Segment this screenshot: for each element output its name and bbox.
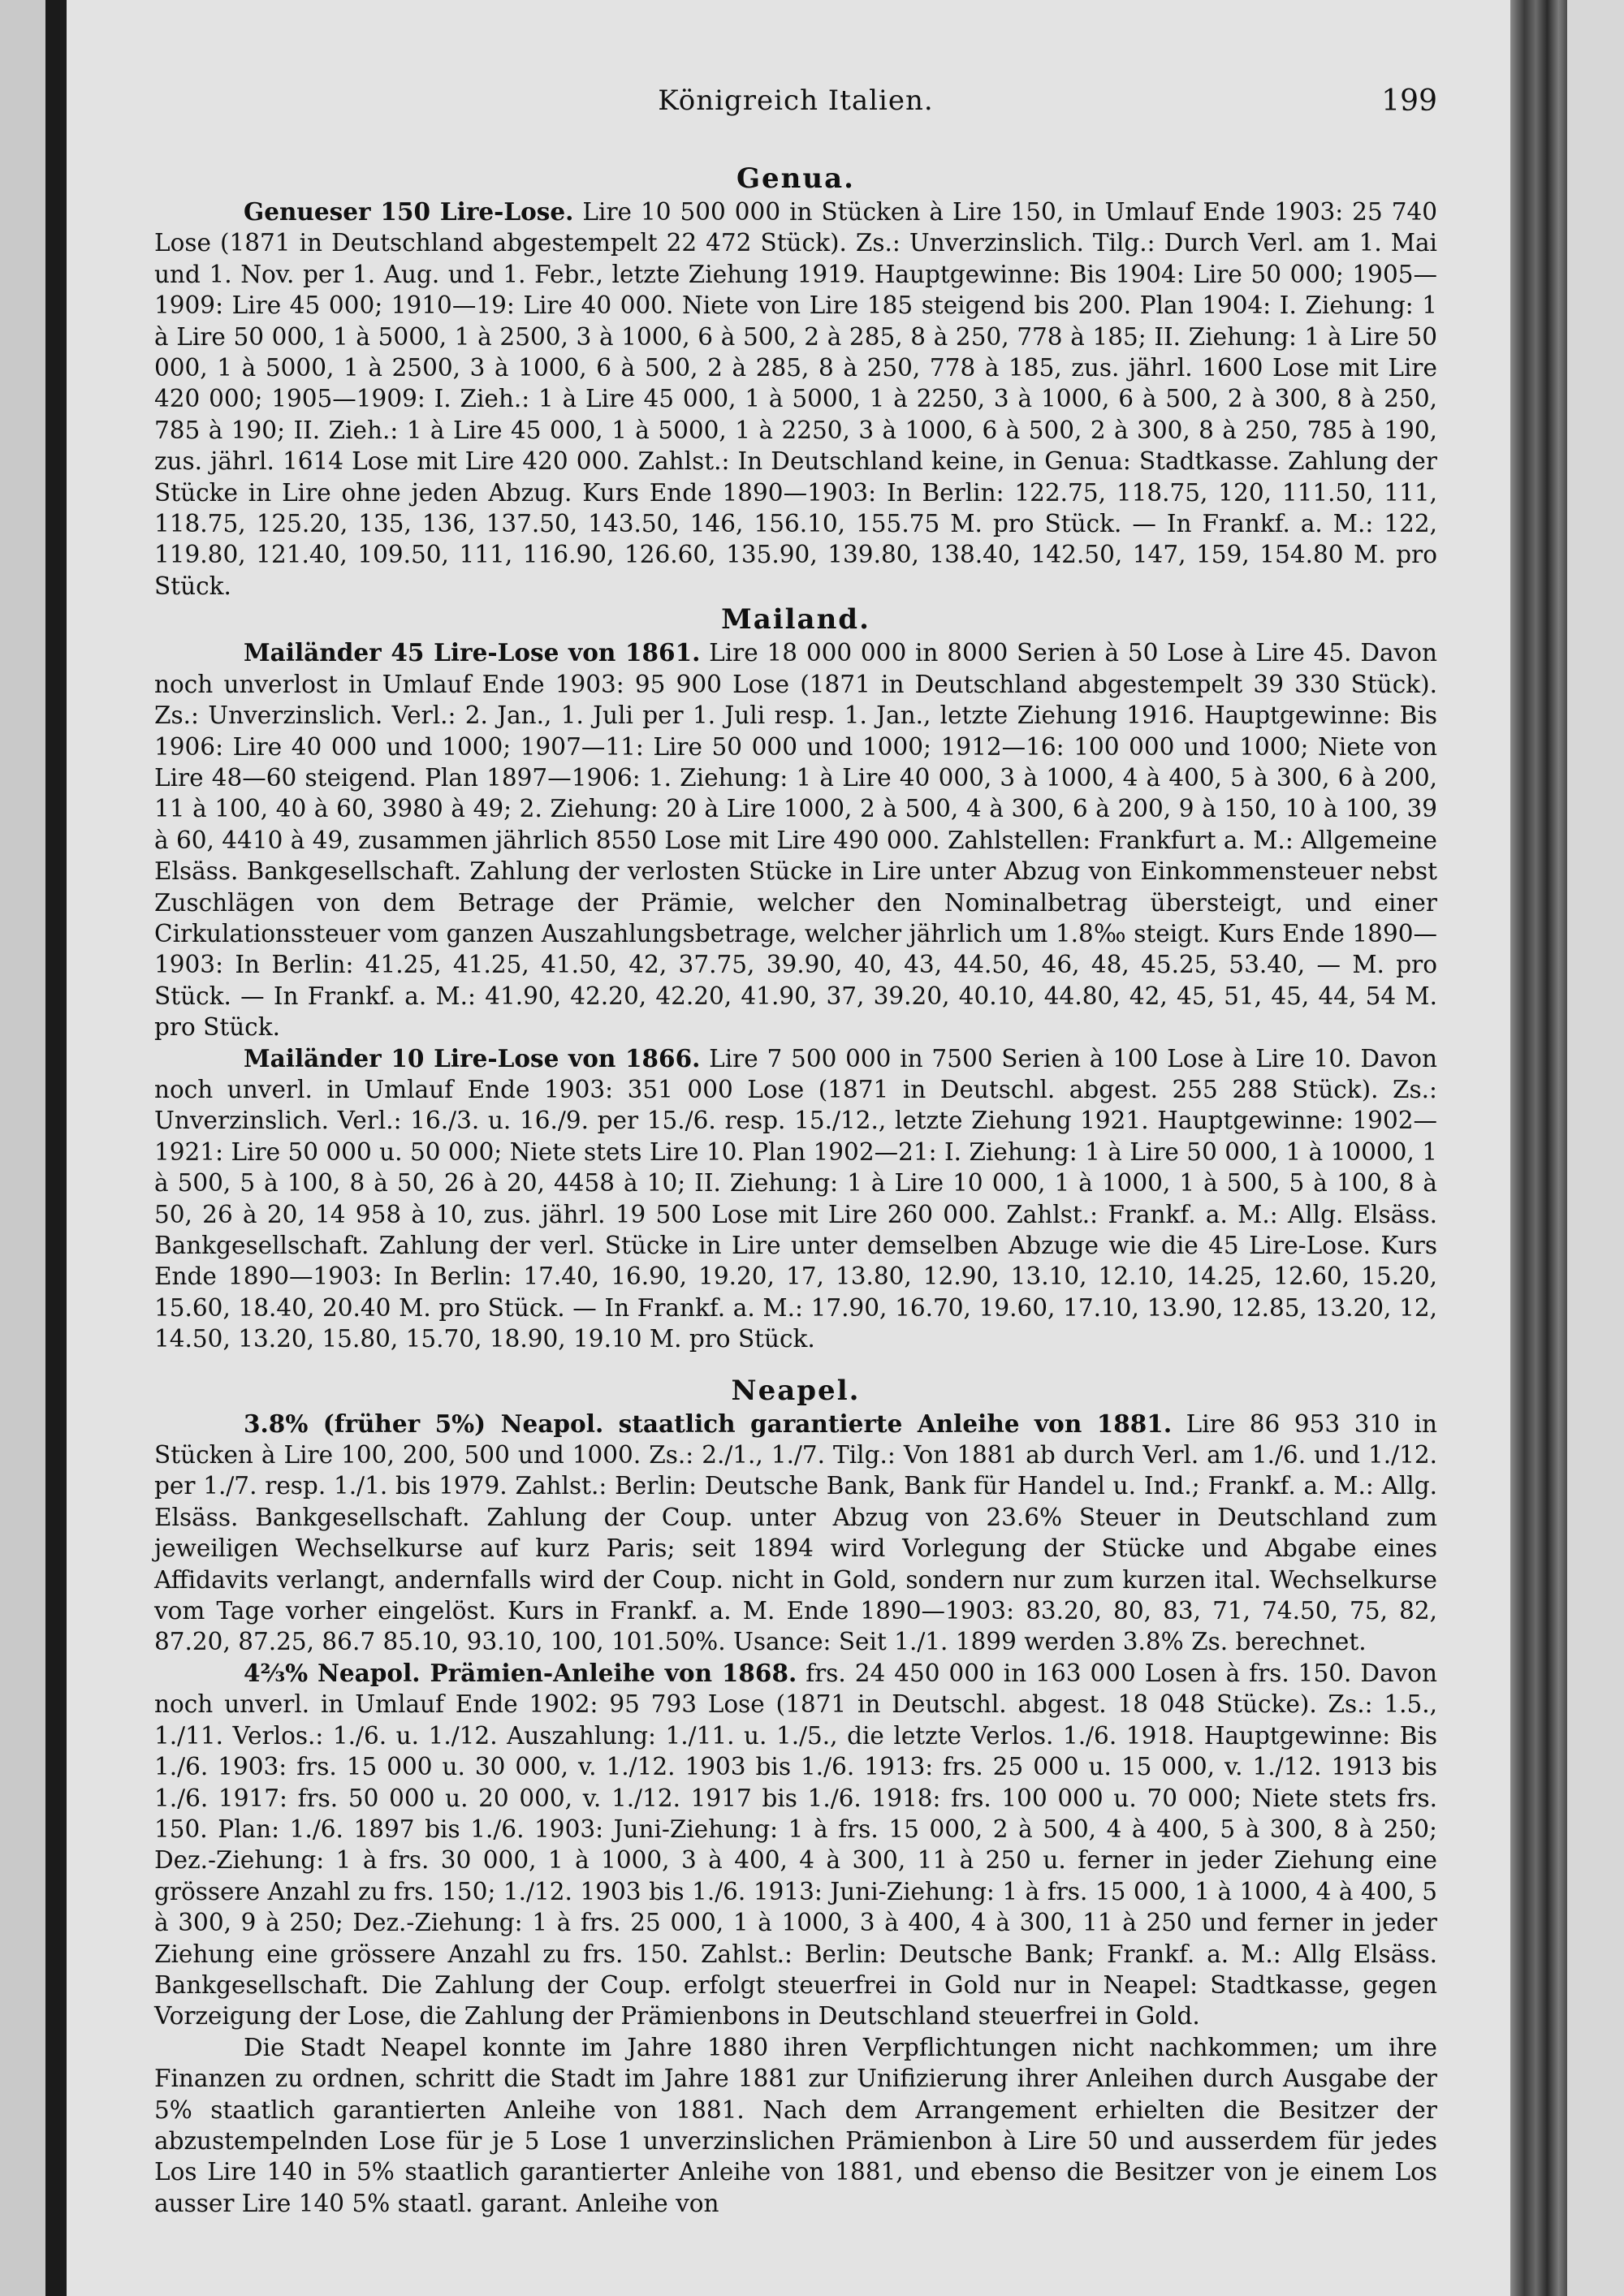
entry-paragraph <box>154 1043 1437 1355</box>
binding-shadow <box>45 0 67 2296</box>
entry-title: Mailänder 10 Lire-Lose von 1866. <box>244 1043 701 1072</box>
entry-title: 4⅔% Neapol. Prämien-Anleihe von 1868. <box>244 1658 797 1687</box>
left-margin <box>0 0 45 2296</box>
page-gutter <box>1510 0 1567 2296</box>
entry-paragraph <box>154 1658 1437 2032</box>
entry-title: Genueser 150 Lire-Lose. <box>244 197 574 226</box>
page-number: 199 <box>1381 84 1437 118</box>
section-title-neapel: Neapel. <box>731 1374 861 1407</box>
entry-text: Lire 10 500 000 in Stücken à Lire 150, in Umlauf Ende 1903: 25 740 Lose (1871 in Deutschland abgestempelt 22 472 Stück). Zs.: Unverzinslich. Tilg.: Durch Verl. am 1. Mai und 1. Nov. per 1. Aug. und 1. Febr., letzte Ziehung 1919. Hauptgewinne: Bis 1904: Lire 50 000; 1905—1909: Lire 45 000; 1910—19: Lire 40 000. Niete von Lire 185 steigend bis 200. Plan 1904: I. Ziehung: 1 à Lire 50 000, 1 à 5000, 1 à 2500, 3 à 1000, 6 à 500, 2 à 285, 8 à 250, 778 à 185; II. Ziehung: 1 à Lire 50 000, 1 à 5000, 1 à 2500, 3 à 1000, 6 à 500, 2 à 285, 8 à 250, 778 à 185, zus. jährl. 1600 Lose mit Lire 420 000; 1905—1909: I. Zieh.: 1 à Lire 45 000, 1 à 5000, 1 à 2250, 3 à 1000, 6 à 500, 2 à 300, 8 à 250, 785 à 190; II. Zieh.: 1 à Lire 45 000, 1 à 5000, 1 à 2250, 3 à 1000, 6 à 500, 2 à 300, 8 à 250, 785 à 190, zus. jährl. 1614 Lose mit Lire 420 000. Zahlst.: In Deutschland keine, in Genua: Stadtkasse. Zahlung der Stücke in Lire ohne jeden Abzug. Kurs Ende 1890—1903: In Berlin: 122.75, 118.75, 120, 111.50, 111, 118.75, 125.20, 135, 136, 137.50, 143.50, 146, 156.10, 155.75 M. pro Stück. — In Frankf. a. M.: 122, 119.80, 121.40, 109.50, 111, 116.90, 126.60, 135.90, 139.80, 138.40, 142.50, 147, 159, 154.80 M. pro Stück. <box>154 198 1437 600</box>
page-header <box>154 84 1437 133</box>
entry-text: frs. 24 450 000 in 163 000 Losen à frs. 150. Davon noch unverl. in Umlauf Ende 1902: 95 793 Lose (1871 in Deutschl. abgest. 18 048 Stücke). Zs.: 1.5., 1./11. Verlos.: 1./6. u. 1./12. Auszahlung: 1./11. u. 1./5., die letzte Verlos. 1./6. 1918. Hauptgewinne: Bis 1./6. 1903: frs. 15 000 u. 30 000, v. 1./12. 1903 bis 1./6. 1913: frs. 25 000 u. 15 000, v. 1./12. 1913 bis 1./6. 1917: frs. 50 000 u. 20 000, v. 1./12. 1917 bis 1./6. 1918: frs. 100 000 u. 70 000; Niete stets frs. 150. Plan: 1./6. 1897 bis 1./6. 1903: Juni-Ziehung: 1 à frs. 15 000, 2 à 500, 4 à 400, 5 à 300, 8 à 250; Dez.-Ziehung: 1 à frs. 30 000, 1 à 1000, 3 à 400, 4 à 300, 11 à 250 u. ferner in jeder Ziehung eine grössere Anzahl zu frs. 150; 1./12. 1903 bis 1./6. 1913: Juni-Ziehung: 1 à frs. 15 000, 1 à 1000, 4 à 400, 5 à 300, 9 à 250; Dez.-Ziehung: 1 à frs. 25 000, 1 à 1000, 3 à 400, 4 à 300, 11 à 250 und ferner in jeder Ziehung eine grössere Anzahl zu frs. 150. Zahlst.: Berlin: Deutsche Bank; Frankf. a. M.: Allg Elsäss. Bankgesellschaft. Die Zahlung der Coup. erfolgt steuerfrei in Gold nur in Neapel: Stadtkasse, gegen Vorzeigung der Lose, die Zahlung der Prämienbons in Deutschland steuerfrei in Gold. <box>154 1659 1437 2031</box>
entry-text: Lire 7 500 000 in 7500 Serien à 100 Lose à Lire 10. Davon noch unverl. in Umlauf Ende 1903: 351 000 Lose (1871 in Deutschl. abgest. 255 288 Stück). Zs.: Unverzinslich. Verl.: 16./3. u. 16./9. per 15./6. resp. 15./12., letzte Ziehung 1921. Hauptgewinne: 1902—1921: Lire 50 000 u. 50 000; Niete stets Lire 10. Plan 1902—21: I. Ziehung: 1 à Lire 50 000, 1 à 10000, 1 à 500, 5 à 100, 8 à 50, 26 à 20, 4458 à 10; II. Ziehung: 1 à Lire 10 000, 1 à 1000, 1 à 500, 5 à 100, 8 à 50, 26 à 20, 14 958 à 10, zus. jährl. 19 500 Lose mit Lire 260 000. Zahlst.: Frankf. a. M.: Allg. Elsäss. Bankgesellschaft. Zahlung der verl. Stücke in Lire unter demselben Abzuge wie die 45 Lire-Lose. Kurs Ende 1890—1903: In Berlin: 17.40, 16.90, 19.20, 17, 13.80, 12.90, 13.10, 12.10, 14.25, 12.60, 15.20, 15.60, 18.40, 20.40 M. pro Stück. — In Frankf. a. M.: 17.90, 16.70, 19.60, 17.10, 13.90, 12.85, 13.20, 12, 14.50, 13.20, 15.80, 15.70, 18.90, 19.10 M. pro Stück. <box>154 1044 1437 1353</box>
page-body <box>154 161 1437 2219</box>
entry-text: Die Stadt Neapel konnte im Jahre 1880 ihren Verpflichtungen nicht nachkommen; um ihre Finanzen zu ordnen, schritt die Stadt im Jahre 1881 zur Unifizierung ihrer Anleihen durch Ausgabe der 5% staatlich garantierten Anleihe von 1881. Nach dem Arrangement erhielten die Besitzer der abzustempelnden Lose für je 5 Lose 1 unverzinslichen Prämienbon à Lire 50 und ausserdem für jedes Los Lire 140 in 5% staatlich garantierter Anleihe von 1881, und ebenso die Besitzer von je einem Los ausser Lire 140 5% staatl. garant. Anleihe von <box>154 2033 1437 2217</box>
entry-title: Mailänder 45 Lire-Lose von 1861. <box>244 638 701 667</box>
entry-title: 3.8% (früher 5%) Neapol. staatlich garantierte Anleihe von 1881. <box>244 1409 1173 1438</box>
entry-paragraph <box>154 637 1437 1042</box>
section-title-genua: Genua. <box>736 162 855 195</box>
entry-paragraph <box>154 1409 1437 1658</box>
body-paragraph <box>154 2032 1437 2219</box>
entry-text: Lire 18 000 000 in 8000 Serien à 50 Lose à Lire 45. Davon noch unverlost in Umlauf Ende 1903: 95 900 Lose (1871 in Deutschland abgestempelt 39 330 Stück). Zs.: Unverzinslich. Verl.: 2. Jan., 1. Juli per 1. Juli resp. 1. Jan., letzte Ziehung 1916. Hauptgewinne: Bis 1906: Lire 40 000 und 1000; 1907—11: Lire 50 000 und 1000; 1912—16: 100 000 und 1000; Niete von Lire 48—60 steigend. Plan 1897—1906: 1. Ziehung: 1 à Lire 40 000, 3 à 1000, 4 à 400, 5 à 300, 6 à 200, 11 à 100, 40 à 60, 3980 à 49; 2. Ziehung: 20 à Lire 1000, 2 à 500, 4 à 300, 6 à 200, 9 à 150, 10 à 100, 39 à 60, 4410 à 49, zusammen jährlich 8550 Lose mit Lire 490 000. Zahlstellen: Frankfurt a. M.: Allgemeine Elsäss. Bankgesellschaft. Zahlung der verlosten Stücke in Lire unter Abzug von Einkommensteuer nebst Zuschlägen von dem Betrage der Prämie, welcher den Nominalbetrag übersteigt, und einer Cirkulationssteuer vom ganzen Auszahlungsbetrage, welcher jährlich um 1.8‰ steigt. Kurs Ende 1890—1903: In Berlin: 41.25, 41.25, 41.50, 42, 37.75, 39.90, 40, 43, 44.50, 46, 48, 45.25, 53.40, — M. pro Stück. — In Frankf. a. M.: 41.90, 42.20, 42.20, 41.90, 37, 39.20, 40.10, 44.80, 42, 45, 51, 45, 44, 54 M. pro Stück. <box>154 639 1437 1042</box>
section-title-mailand: Mailand. <box>721 603 870 637</box>
running-title: Königreich Italien. <box>658 84 934 117</box>
entry-text: Lire 86 953 310 in Stücken à Lire 100, 200, 500 und 1000. Zs.: 2./1., 1./7. Tilg.: Von 1881 ab durch Verl. am 1./6. und 1./12. per 1./7. resp. 1./1. bis 1979. Zahlst.: Berlin: Deutsche Bank, Bank für Handel u. Ind.; Frankf. a. M.: Allg. Elsäss. Bankgesellschaft. Zahlung der Coup. unter Abzug von 23.6% Steuer in Deutschland zum jeweiligen Wechselkurse auf kurz Paris; seit 1894 wird Vorlegung der Stücke und Abgabe eines Affidavits verlangt, andernfalls wird der Coup. nicht in Gold, sondern nur zum kurzen ital. Wechselkurse vom Tage vorher eingelöst. Kurs in Frankf. a. M. Ende 1890—1903: 83.20, 80, 83, 71, 74.50, 75, 82, 87.20, 87.25, 86.7 85.10, 93.10, 100, 101.50%. Usance: Seit 1./1. 1899 werden 3.8% Zs. berechnet. <box>154 1409 1437 1656</box>
entry-paragraph <box>154 196 1437 602</box>
